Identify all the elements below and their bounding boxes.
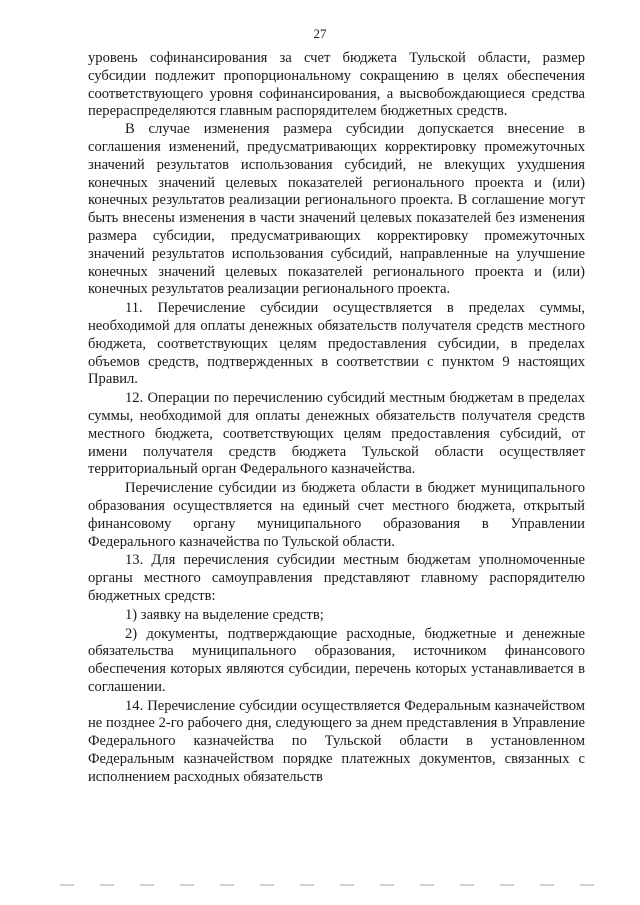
paragraph-item-11: 11. Перечисление субсидии осуществляется в пределах суммы, необходимой для оплаты денежных обязательств получателя средств местного бюджета, соответствующих целям предоставления субсидии, в пределах объемов средств, подтвержденных в соответствии с пунктом 9 настоящих Правил. <box>88 300 585 388</box>
document-body <box>88 50 585 787</box>
list-item: 2) документы, подтверждающие расходные, бюджетные и денежные обязательства муниципального образования, источником финансового обеспечения которых являются субсидии, перечень которых устанавливается в соглашении. <box>88 625 585 695</box>
paragraph-item-12: 12. Операции по перечислению субсидий местным бюджетам в пределах суммы, необходимой для оплаты денежных обязательств получателя средств местного бюджета, соответствующих целям предоставления субсидий, от имени получателя средств бюджета Тульской области осуществляет территориальный орган Федерального казначейства. <box>88 390 585 478</box>
list-item: 1) заявку на выделение средств; <box>125 606 324 623</box>
paragraph-item-13: 13. Для перечисления субсидии местным бюджетам уполномоченные органы местного самоуправления представляют главному распорядителю бюджетных средств: <box>88 552 585 604</box>
page-number: 27 <box>313 26 327 41</box>
paragraph-item-14: 14. Перечисление субсидии осуществляется Федеральным казначейством не позднее 2-го рабочего дня, следующего за днем представления в Управление Федерального казначейства по Тульской области в установленном Федеральным казначейством порядке платежных документов, связанных с исполнением расходных обязательств <box>88 697 585 785</box>
paragraph: уровень софинансирования за счет бюджета Тульской области, размер субсидии подлежит пропорциональному сокращению в целях обеспечения соответствующего уровня софинансирования, а высвобождающиеся средства перераспределяются главным распорядителем бюджетных средств. <box>88 50 585 120</box>
scan-artifact-line <box>60 884 620 886</box>
paragraph: В случае изменения размера субсидии допускается внесение в соглашения изменений, предусматривающих корректировку промежуточных значений результатов использования субсидий, не влекущих ухудшения конечных значений целевых показателей регионального проекта и (или) конечных результатов реализации регионального проекта. В соглашение могут быть внесены изменения в части значений целевых показателей без изменения размера субсидии, предусматривающих корректировку промежуточных значений результатов использования субсидий, направленные на улучшение конечных значений целевых показателей регионального проекта и (или) конечных результатов реализации регионального проекта. <box>88 121 585 298</box>
paragraph: Перечисление субсидии из бюджета области в бюджет муниципального образования осуществляется на единый счет местного бюджета, открытый финансовому органу муниципального образования в Управлении Федерального казначейства по Тульской области. <box>88 480 585 550</box>
